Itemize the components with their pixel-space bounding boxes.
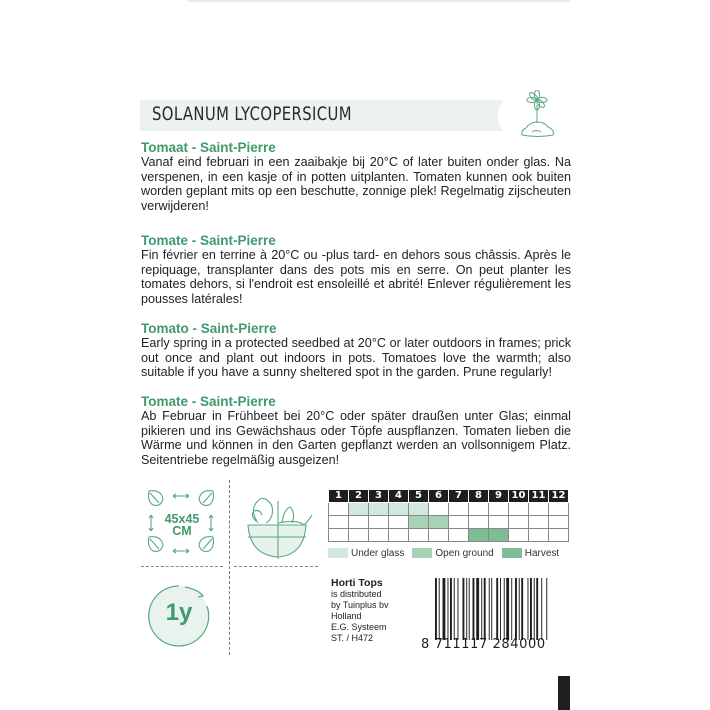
annual-cycle-icon xyxy=(145,582,213,650)
calendar-cell xyxy=(449,503,469,516)
black-mark xyxy=(558,676,570,710)
calendar-cell xyxy=(529,516,549,529)
section-title: Tomaat - Saint-Pierre xyxy=(141,140,276,155)
dist-line: by Tuinplus bv xyxy=(331,600,389,610)
legend-label: Open ground xyxy=(435,547,494,559)
dist-line: Holland xyxy=(331,611,362,621)
spacing-value: 45x45 xyxy=(164,512,200,526)
month-4: 4 xyxy=(389,490,409,503)
calendar-cell xyxy=(469,503,489,516)
section-title: Tomate - Saint-Pierre xyxy=(141,233,276,248)
calendar-cell xyxy=(389,529,409,542)
section-dutch xyxy=(141,140,571,213)
section-english xyxy=(141,321,571,380)
leaf-icon xyxy=(149,537,164,552)
legend-swatch xyxy=(328,548,348,558)
vegetable-bowl-icon xyxy=(238,485,318,561)
spacing-unit: CM xyxy=(172,524,192,538)
calendar-month-header xyxy=(329,490,569,503)
sowing-calendar xyxy=(328,490,569,542)
calendar-cell xyxy=(549,503,569,516)
barcode-digits: 8 711117 284000 xyxy=(421,637,546,652)
divider-horizontal xyxy=(234,566,318,567)
calendar-row xyxy=(329,503,569,516)
calendar-cell xyxy=(329,503,349,516)
calendar-cell xyxy=(369,516,389,529)
calendar-cell xyxy=(349,516,369,529)
calendar-cell xyxy=(349,529,369,542)
month-11: 11 xyxy=(529,490,549,503)
section-body: Vanaf eind februari in een zaaibakje bij 20°C of later buiten onder glas. Na verspenen, in een kasje of in potten uitplanten. Tomaten kunnen ook buiten worden geplant mits op een beschutte, zonnige plek! Regelmatig zijscheuten verwijderen! xyxy=(141,155,571,213)
section-body: Early spring in a protected seedbed at 20°C or later outdoors in frames; prick out once and plant out indoors in pots. Tomatoes love the warmth; also suitable if you have a sunny sheltered spot in the garden. Prune regularly! xyxy=(141,336,571,380)
top-edge-line xyxy=(188,0,570,2)
leaf-icon xyxy=(199,491,214,506)
calendar-row xyxy=(329,516,569,529)
legend-label: Harvest xyxy=(524,547,560,559)
calendar-cell xyxy=(409,503,429,516)
legend-open-ground xyxy=(412,548,493,559)
calendar-cell xyxy=(509,529,529,542)
calendar-cell xyxy=(389,503,409,516)
calendar-cell xyxy=(429,516,449,529)
month-2: 2 xyxy=(349,490,369,503)
leaf-icon xyxy=(199,537,214,552)
month-3: 3 xyxy=(369,490,389,503)
dist-line: ST. / H472 xyxy=(331,633,374,643)
calendar-cell xyxy=(489,529,509,542)
calendar-cell xyxy=(429,529,449,542)
plant-sprout-icon xyxy=(518,90,560,140)
calendar-cell xyxy=(389,516,409,529)
legend-under-glass xyxy=(328,548,404,559)
calendar-cell xyxy=(429,503,449,516)
calendar-cell xyxy=(489,503,509,516)
legend-harvest xyxy=(502,548,559,559)
calendar-cell xyxy=(509,516,529,529)
calendar-legend xyxy=(328,547,567,559)
month-6: 6 xyxy=(429,490,449,503)
month-5: 5 xyxy=(409,490,429,503)
month-10: 10 xyxy=(509,490,529,503)
calendar-cell xyxy=(329,529,349,542)
calendar-cell xyxy=(449,516,469,529)
month-1: 1 xyxy=(329,490,349,503)
section-french xyxy=(141,233,571,306)
section-body: Fin février en terrine à 20°C ou -plus tard- en dehors sous châssis. Après le repiquage, transplanter dans des pots mis en serre. On peut planter les tomates dehors, si l'endroit est ensoleillé et abrité! Enlever régulièrement les pousses latérales! xyxy=(141,248,571,306)
dist-line: E.G. Systeem xyxy=(331,622,387,632)
calendar-cell xyxy=(369,529,389,542)
month-7: 7 xyxy=(449,490,469,503)
calendar-cell xyxy=(509,503,529,516)
section-title: Tomate - Saint-Pierre xyxy=(141,394,276,409)
month-8: 8 xyxy=(469,490,489,503)
latin-name: SOLANUM LYCOPERSICUM xyxy=(152,103,352,125)
calendar-cell xyxy=(409,516,429,529)
calendar-cell xyxy=(529,529,549,542)
section-german xyxy=(141,394,571,467)
legend-swatch xyxy=(502,548,522,558)
brand-name: Horti Tops xyxy=(331,577,383,589)
calendar-cell xyxy=(449,529,469,542)
calendar-cell xyxy=(329,516,349,529)
calendar-cell xyxy=(489,516,509,529)
month-12: 12 xyxy=(549,490,569,503)
cycle-label: 1y xyxy=(165,599,193,626)
calendar-cell xyxy=(549,529,569,542)
legend-label: Under glass xyxy=(351,547,405,559)
calendar-cell xyxy=(349,503,369,516)
calendar-cell xyxy=(369,503,389,516)
leaf-icon xyxy=(149,491,164,506)
calendar-row xyxy=(329,529,569,542)
latin-name-banner xyxy=(140,100,510,131)
month-9: 9 xyxy=(489,490,509,503)
plant-spacing-icon xyxy=(141,485,225,561)
divider-vertical xyxy=(229,480,230,655)
calendar-cell xyxy=(469,529,489,542)
section-title: Tomato - Saint-Pierre xyxy=(141,321,277,336)
calendar-cell xyxy=(469,516,489,529)
legend-swatch xyxy=(412,548,432,558)
divider-horizontal xyxy=(141,566,223,567)
calendar-cell xyxy=(529,503,549,516)
distributor-info xyxy=(331,578,389,644)
dist-line: is distributed xyxy=(331,589,382,599)
calendar-cell xyxy=(549,516,569,529)
calendar-cell xyxy=(409,529,429,542)
section-body: Ab Februar in Frühbeet bei 20°C oder später draußen unter Glas; einmal pikieren und ins Gewächshaus oder Töpfe auspflanzen. Tomaten lieben die Wärme und können in den Garten gepflanzt werden an vollsonnigem Platz. Seitentriebe regelmäßig ausgeizen! xyxy=(141,409,571,467)
